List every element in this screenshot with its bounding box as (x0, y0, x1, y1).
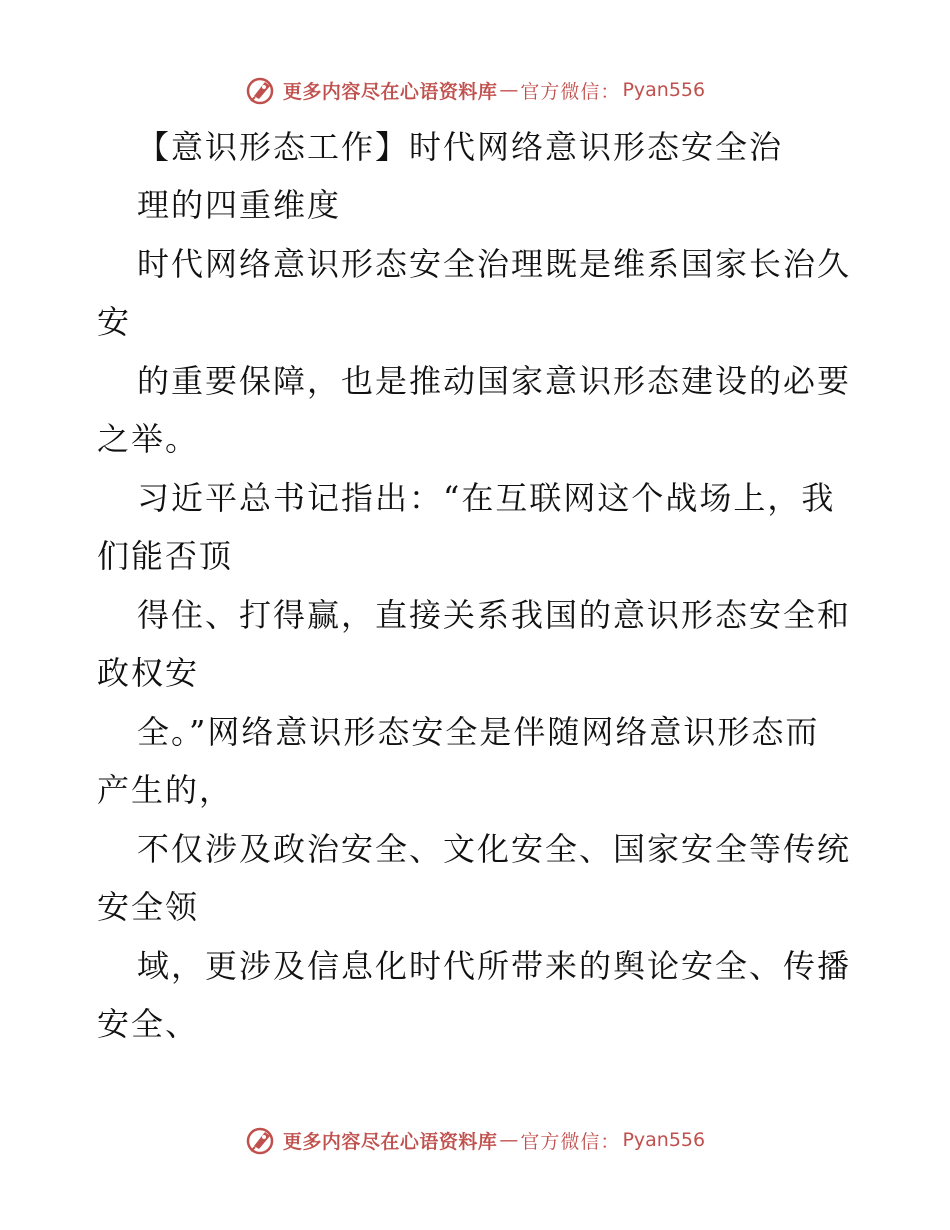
paragraph-line: 全。”网络意识形态安全是伴随网络意识形态而 (137, 713, 820, 751)
banner-wechat-label: 官方微信： (520, 1130, 621, 1153)
banner-text: 更多内容尽在心语资料库 (282, 80, 498, 103)
banner-separator: — (499, 1129, 519, 1151)
title-line-1: 【意识形态工作】时代网络意识形态安全治 (137, 128, 784, 166)
paragraph-line: 不仅涉及政治安全、文化安全、国家安全等传统 (137, 830, 852, 868)
pen-nib-logo-icon (245, 1124, 277, 1156)
paragraph-line: 安 (97, 303, 132, 341)
paragraph-line: 之举。 (97, 420, 200, 458)
paragraph-line: 安全领 (97, 888, 200, 926)
pen-nib-logo-icon (245, 74, 277, 106)
paragraph-line: 的重要保障，也是推动国家意识形态建设的必要 (137, 362, 852, 400)
paragraph-line: 政权安 (97, 654, 200, 692)
paragraph-line: 时代网络意识形态安全治理既是维系国家长治久 (137, 245, 852, 283)
banner-text: 更多内容尽在心语资料库 (282, 1130, 498, 1153)
paragraph-line: 安全、 (97, 1005, 200, 1043)
banner-wechat-id: Pyan556 (622, 79, 706, 101)
paragraph-line: 域，更涉及信息化时代所带来的舆论安全、传播 (137, 947, 852, 985)
paragraph-line: 习近平总书记指出：“在互联网这个战场上，我 (137, 479, 836, 517)
banner-separator: — (499, 79, 519, 101)
paragraph-line: 得住、打得赢，直接关系我国的意识形态安全和 (137, 596, 852, 634)
paragraph-line: 们能否顶 (97, 537, 234, 575)
banner-wechat-id: Pyan556 (622, 1129, 706, 1151)
paragraph-line: 产生的， (97, 771, 234, 809)
title-line-2: 理的四重维度 (137, 186, 342, 224)
banner-wechat-label: 官方微信： (520, 80, 621, 103)
header-watermark-banner (0, 70, 950, 110)
footer-watermark-banner (0, 1120, 950, 1160)
